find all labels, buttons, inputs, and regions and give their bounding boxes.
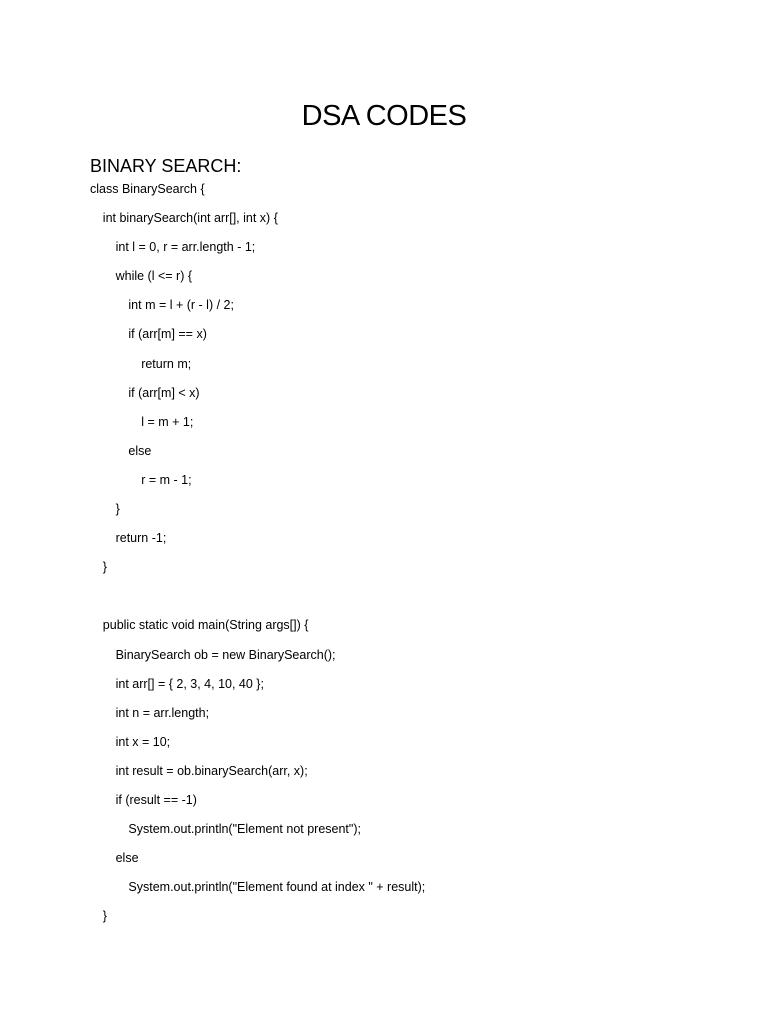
section-heading: BINARY SEARCH: <box>90 156 242 176</box>
code-line: BinarySearch ob = new BinarySearch(); <box>115 647 336 662</box>
code-line: if (result == -1) <box>115 792 197 807</box>
code-line: int arr[] = { 2, 3, 4, 10, 40 }; <box>115 676 264 691</box>
code-line: System.out.println("Element found at index " + result); <box>128 880 426 895</box>
code-line: public static void main(String args[]) { <box>102 618 309 633</box>
document-title: DSA CODES <box>301 100 467 132</box>
code-line: int binarySearch(int arr[], int x) { <box>102 211 278 226</box>
code-line: else <box>115 851 139 866</box>
code-line: System.out.println("Element not present"); <box>128 822 361 837</box>
code-line <box>90 587 730 616</box>
code-line: int m = l + (r - l) / 2; <box>128 298 234 313</box>
code-line: } <box>102 909 107 924</box>
code-line: r = m - 1; <box>141 472 192 487</box>
code-line: class BinarySearch { <box>90 182 205 196</box>
code-line: } <box>102 560 107 575</box>
code-line: return -1; <box>115 531 167 546</box>
code-line: l = m + 1; <box>141 414 194 429</box>
code-line: return m; <box>141 356 192 371</box>
code-line: else <box>128 443 152 458</box>
code-line: if (arr[m] == x) <box>128 327 207 342</box>
code-line: int x = 10; <box>115 734 171 749</box>
code-line: } <box>115 502 120 517</box>
code-line: while (l <= r) { <box>115 269 193 284</box>
code-block <box>90 180 730 936</box>
code-line: int result = ob.binarySearch(arr, x); <box>115 763 308 778</box>
code-line: if (arr[m] < x) <box>128 385 200 400</box>
code-line: int l = 0, r = arr.length - 1; <box>115 240 256 255</box>
code-line: int n = arr.length; <box>115 705 210 720</box>
